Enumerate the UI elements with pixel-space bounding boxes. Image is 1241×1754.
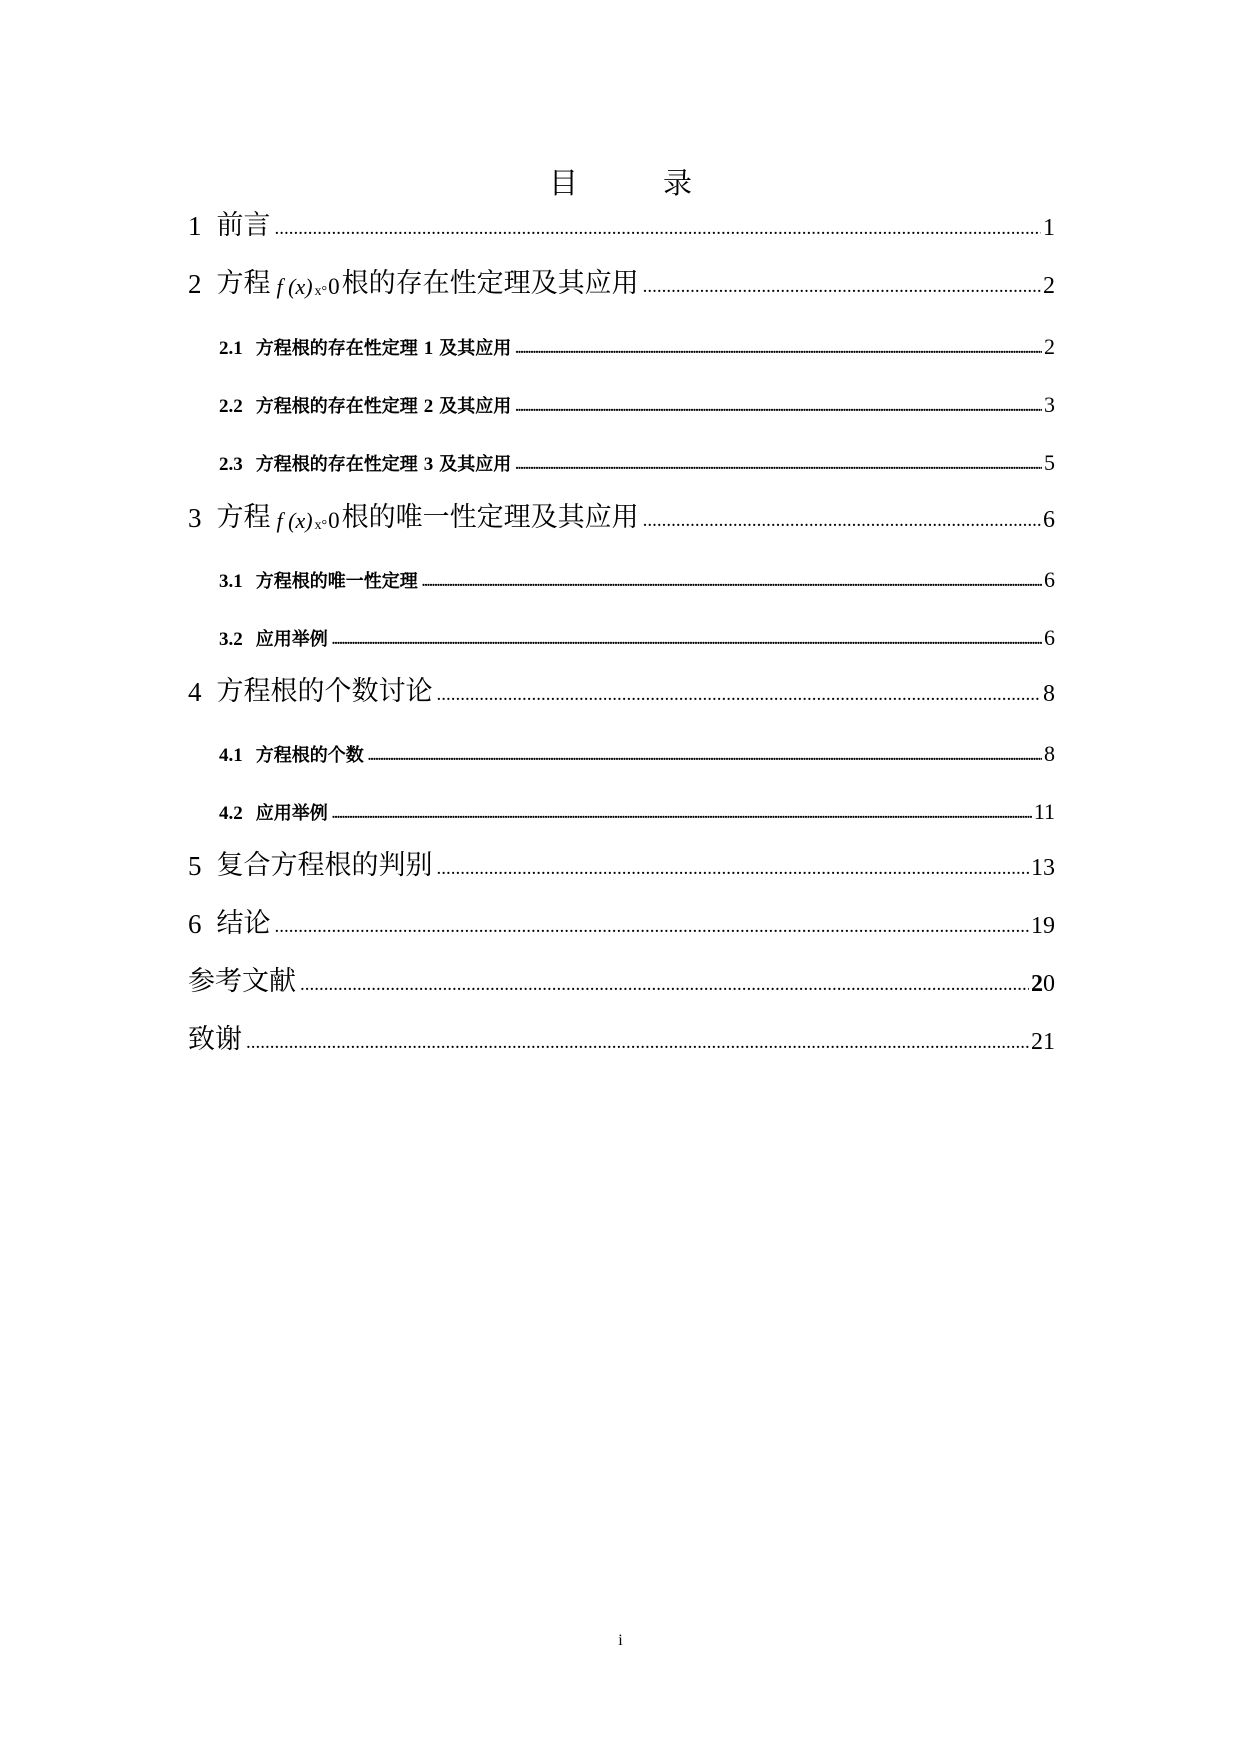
toc-entry-title-end: 及其应用 bbox=[439, 454, 512, 475]
dot-leader bbox=[437, 858, 1030, 882]
toc-entry-title: 方程根的个数讨论 bbox=[216, 676, 433, 707]
toc-entry-title: 前言 bbox=[216, 210, 271, 241]
dot-leader bbox=[300, 974, 1029, 998]
toc-entry-page: 6 bbox=[1043, 507, 1055, 533]
dot-leader bbox=[332, 633, 1042, 651]
garbled-equation-symbol: x° bbox=[314, 518, 328, 533]
toc-entry-title-start: 方程 bbox=[216, 268, 271, 299]
theorem-number: 3 bbox=[423, 454, 434, 475]
page-number-footer: i bbox=[618, 1632, 623, 1649]
toc-entry-page: 3 bbox=[1044, 392, 1055, 417]
dot-leader bbox=[275, 916, 1030, 940]
dot-leader bbox=[368, 749, 1042, 767]
toc-entry-number: 3.2 bbox=[219, 629, 243, 650]
equation-zero: 0 bbox=[328, 274, 340, 299]
toc-entry-3-2[interactable] bbox=[188, 611, 1055, 651]
toc-entry-title-end: 及其应用 bbox=[439, 396, 512, 417]
math-expression: f (x) bbox=[276, 508, 313, 533]
toc-entry-title: 方程根的唯一性定理 bbox=[255, 571, 418, 592]
toc-entry-4-2[interactable] bbox=[188, 785, 1055, 825]
toc-entry-title: 致谢 bbox=[188, 1024, 242, 1055]
toc-entry-page: 11 bbox=[1033, 799, 1055, 824]
theorem-number: 2 bbox=[423, 396, 434, 417]
toc-entry-page: 5 bbox=[1044, 450, 1055, 475]
toc-entry-number: 2.2 bbox=[219, 396, 243, 417]
toc-entry-title-end: 根的存在性定理及其应用 bbox=[341, 268, 639, 299]
math-expression: f (x) bbox=[276, 274, 313, 299]
toc-entry-4[interactable] bbox=[188, 668, 1055, 708]
toc-entry-page: 6 bbox=[1044, 567, 1055, 592]
dot-leader bbox=[515, 400, 1042, 418]
toc-entry-number: 3.1 bbox=[219, 571, 243, 592]
dot-leader bbox=[422, 575, 1042, 593]
toc-entry-page: 21 bbox=[1031, 1029, 1055, 1055]
toc-entry-title: 参考文献 bbox=[188, 966, 296, 997]
toc-entry-page: 8 bbox=[1043, 681, 1055, 707]
page-digit: 0 bbox=[1043, 971, 1055, 997]
toc-entry-2-2[interactable] bbox=[188, 378, 1055, 418]
toc-entry-title-end: 及其应用 bbox=[439, 338, 512, 359]
toc-entry-title-start: 方程根的存在性定理 bbox=[255, 396, 418, 417]
garbled-equation-symbol: x° bbox=[314, 284, 328, 299]
toc-entry-number: 4 bbox=[188, 677, 202, 707]
toc-entry-title-start: 方程根的存在性定理 bbox=[255, 338, 418, 359]
toc-entry-page: 2 bbox=[1043, 273, 1055, 299]
dot-leader bbox=[515, 458, 1042, 476]
dot-leader bbox=[643, 510, 1041, 534]
toc-entry-number: 4.2 bbox=[219, 803, 243, 824]
toc-entry-number: 5 bbox=[188, 851, 202, 881]
toc-entry-4-1[interactable] bbox=[188, 727, 1055, 767]
toc-entry-page: 6 bbox=[1044, 625, 1055, 650]
toc-entry-acknowledgements[interactable] bbox=[188, 1016, 1055, 1056]
toc-entry-5[interactable] bbox=[188, 842, 1055, 882]
toc-entry-3[interactable] bbox=[188, 494, 1055, 534]
toc-entry-title: 结论 bbox=[216, 908, 271, 939]
toc-entry-6[interactable] bbox=[188, 900, 1055, 940]
toc-entry-number: 3 bbox=[188, 503, 202, 533]
toc-entry-number: 2 bbox=[188, 269, 202, 299]
toc-entry-2[interactable] bbox=[188, 260, 1055, 300]
toc-entry-2-1[interactable] bbox=[188, 320, 1055, 360]
toc-entry-page: 8 bbox=[1044, 741, 1055, 766]
toc-entry-number: 4.1 bbox=[219, 745, 243, 766]
toc-entry-number: 2.3 bbox=[219, 454, 243, 475]
toc-entry-page: 13 bbox=[1031, 855, 1055, 881]
dot-leader bbox=[643, 276, 1041, 300]
page-digit-bold: 2 bbox=[1031, 971, 1043, 997]
toc-entry-page: 2 bbox=[1044, 334, 1055, 359]
toc-entry-title-start: 方程根的存在性定理 bbox=[255, 454, 418, 475]
toc-entry-title: 方程根的个数 bbox=[255, 745, 364, 766]
toc-entry-number: 1 bbox=[188, 211, 202, 241]
dot-leader bbox=[515, 342, 1042, 360]
toc-entry-3-1[interactable] bbox=[188, 553, 1055, 593]
toc-entry-number: 2.1 bbox=[219, 338, 243, 359]
toc-entry-references[interactable] bbox=[188, 958, 1055, 998]
toc-title: 目 录 bbox=[548, 166, 720, 200]
dot-leader bbox=[246, 1032, 1029, 1056]
theorem-number: 1 bbox=[423, 338, 434, 359]
equation-zero: 0 bbox=[328, 508, 340, 533]
toc-entry-title: 应用举例 bbox=[255, 803, 328, 824]
toc-entry-title-start: 方程 bbox=[216, 502, 271, 533]
toc-entry-2-3[interactable] bbox=[188, 436, 1055, 476]
toc-entry-page bbox=[1031, 971, 1055, 998]
toc-entry-title: 应用举例 bbox=[255, 629, 328, 650]
toc-entry-title-end: 根的唯一性定理及其应用 bbox=[341, 502, 639, 533]
dot-leader bbox=[437, 684, 1042, 708]
toc-entry-page: 19 bbox=[1031, 913, 1055, 939]
toc-entry-title: 复合方程根的判别 bbox=[216, 850, 433, 881]
toc-entry-number: 6 bbox=[188, 909, 202, 939]
dot-leader bbox=[332, 807, 1032, 825]
toc-entry-page: 1 bbox=[1043, 215, 1055, 241]
toc-entry-1[interactable] bbox=[188, 202, 1055, 242]
dot-leader bbox=[275, 218, 1042, 242]
